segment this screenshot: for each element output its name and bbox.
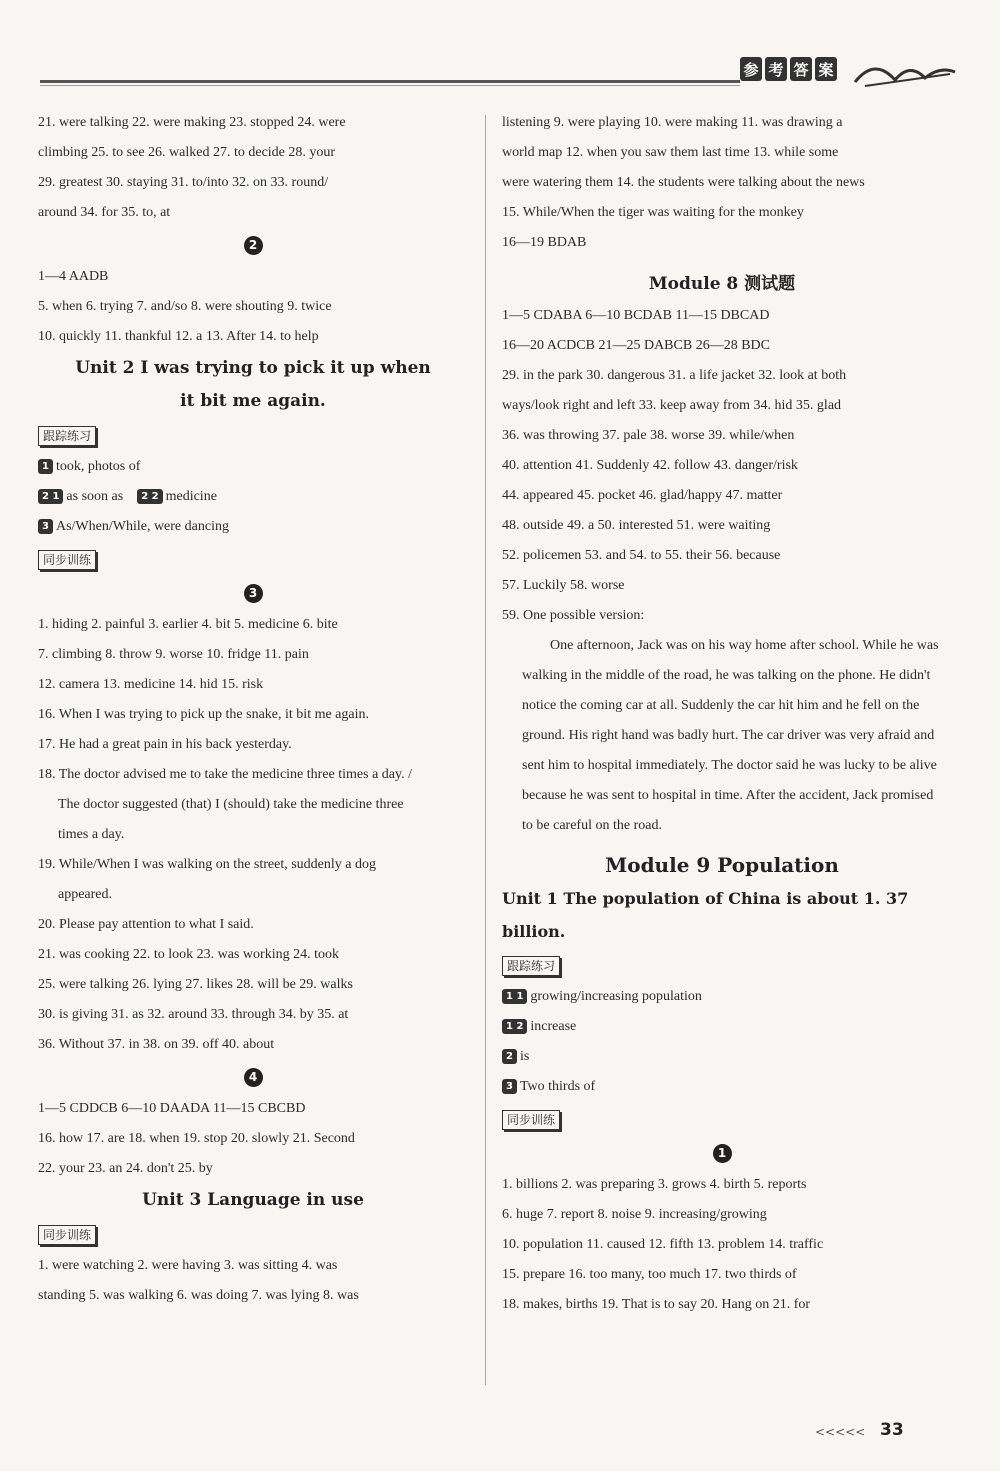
track-item <box>502 1012 942 1042</box>
item-text: is <box>519 1049 530 1064</box>
section-number-circle: 1 <box>713 1144 732 1163</box>
section-heading <box>38 228 468 262</box>
section-number-circle: 3 <box>244 584 263 603</box>
answer-line: 1. billions 2. was preparing 3. grows 4. birth 5. reports <box>502 1177 807 1192</box>
answer-line: times a day. <box>58 827 125 842</box>
item-text: as soon as <box>66 489 124 504</box>
answer-line: 18. The doctor advised me to take the medicine three times a day. / <box>38 767 412 782</box>
unit-title: Unit 3 Language in use <box>142 1190 364 1210</box>
answer-line: 21. were talking 22. were making 23. stopped 24. were <box>38 115 346 130</box>
answer-line: climbing 25. to see 26. walked 27. to decide 28. your <box>38 145 336 160</box>
answer-key-badge <box>740 57 837 81</box>
item-tag: 3 <box>38 519 53 534</box>
item-text: medicine <box>165 489 217 504</box>
answer-line: 44. appeared 45. pocket 46. glad/happy 47. matter <box>502 488 783 503</box>
unit-title: Unit 1 The population of China is about 1. 37 billion. <box>502 889 909 941</box>
section-label-sync: 同步训练 <box>38 550 96 570</box>
answer-line: 29. greatest 30. staying 31. to/into 32. on 33. round/ <box>38 175 329 190</box>
column-divider <box>485 115 486 1385</box>
track-item <box>502 1072 942 1102</box>
answer-line: were watering them 14. the students were talking about the news <box>502 175 865 190</box>
module-title: Module 9 Population <box>605 853 839 877</box>
item-text: increase <box>530 1019 577 1034</box>
answer-line: 16. When I was trying to pick up the snake, it bit me again. <box>38 707 370 722</box>
track-item <box>38 452 468 482</box>
item-tag: 1 1 <box>502 989 527 1004</box>
item-tag: 2 1 <box>38 489 63 504</box>
unit-title-continued: it bit me again. <box>180 391 326 411</box>
track-item <box>38 512 468 542</box>
answer-line: 22. your 23. an 24. don't 25. by <box>38 1161 213 1176</box>
answer-line: 19. While/When I was walking on the street, suddenly a dog <box>38 857 376 872</box>
badge-char: 答 <box>790 57 812 81</box>
track-item <box>38 482 468 512</box>
right-column <box>502 108 942 1320</box>
header-rule <box>40 80 740 83</box>
answer-line: 40. attention 41. Suddenly 42. follow 43. danger/risk <box>502 458 798 473</box>
answer-line: 6. huge 7. report 8. noise 9. increasing/growing <box>502 1207 767 1222</box>
section-number-circle: 2 <box>244 236 263 255</box>
unit-title: Unit 2 I was trying to pick it up when <box>75 358 431 378</box>
answer-line: 48. outside 49. a 50. interested 51. were waiting <box>502 518 771 533</box>
answer-line: 16. how 17. are 18. when 19. stop 20. slowly 21. Second <box>38 1131 355 1146</box>
answer-line: 16—19 BDAB <box>502 235 587 250</box>
track-item <box>502 1042 942 1072</box>
answer-line: appeared. <box>58 887 113 902</box>
answer-line: 59. One possible version: <box>502 608 645 623</box>
answer-line: 18. makes, births 19. That is to say 20. Hang on 21. for <box>502 1297 811 1312</box>
item-tag: 2 2 <box>137 489 162 504</box>
answer-line: 16—20 ACDCB 21—25 DABCB 26—28 BDC <box>502 338 770 353</box>
answer-line: 5. when 6. trying 7. and/so 8. were shouting 9. twice <box>38 299 332 314</box>
module-test-title: Module 8 测试题 <box>648 274 796 294</box>
item-text: took, photos of <box>55 459 141 474</box>
answer-line: 10. quickly 11. thankful 12. a 13. After 14. to help <box>38 329 319 344</box>
item-tag: 2 <box>502 1049 517 1064</box>
answer-line: 1—5 CDDCB 6—10 DAADA 11—15 CBCBD <box>38 1101 306 1116</box>
answer-line: 57. Luckily 58. worse <box>502 578 625 593</box>
item-text: Two thirds of <box>519 1079 596 1094</box>
item-text: As/When/While, were dancing <box>55 519 229 534</box>
item-tag: 1 2 <box>502 1019 527 1034</box>
answer-line: 17. He had a great pain in his back yesterday. <box>38 737 292 752</box>
section-number-circle: 4 <box>244 1068 263 1087</box>
section-heading <box>502 1136 942 1170</box>
answer-line: 15. While/When the tiger was waiting for the monkey <box>502 205 804 220</box>
item-tag: 1 <box>38 459 53 474</box>
page-arrows-icon: <<<<< <box>815 1425 866 1439</box>
section-label-track: 跟踪练习 <box>38 426 96 446</box>
answer-line: listening 9. were playing 10. were making 11. was drawing a <box>502 115 843 130</box>
answer-line: ways/look right and left 33. keep away from 34. hid 35. glad <box>502 398 842 413</box>
section-heading <box>38 576 468 610</box>
answer-line: 1. hiding 2. painful 3. earlier 4. bit 5. medicine 6. bite <box>38 617 338 632</box>
answer-line: 21. was cooking 22. to look 23. was working 24. took <box>38 947 339 962</box>
section-label-sync: 同步训练 <box>502 1110 560 1130</box>
track-item <box>502 982 942 1012</box>
answer-line: world map 12. when you saw them last time 13. while some <box>502 145 839 160</box>
section-label-track: 跟踪练习 <box>502 956 560 976</box>
left-column <box>38 108 468 1311</box>
badge-char: 案 <box>815 57 837 81</box>
header-rule-thin <box>40 85 740 86</box>
section-heading <box>38 1060 468 1094</box>
answer-line: 52. policemen 53. and 54. to 55. their 56. because <box>502 548 781 563</box>
sample-essay: One afternoon, Jack was on his way home after school. While he was walking in the middle of the road, he was talking on the phone. He didn't notice the coming car at all. Suddenly the car hit him and he fell on the ground. His right hand was badly hurt. The car driver was very afraid and sent him to hospital immediately. The doctor said he was lucky to be alive because he was sent to hospital in time. After the accident, Jack promised to be careful on the road. <box>522 638 939 833</box>
answer-line: 7. climbing 8. throw 9. worse 10. fridge 11. pain <box>38 647 309 662</box>
item-tag: 3 <box>502 1079 517 1094</box>
badge-char: 参 <box>740 57 762 81</box>
answer-line: standing 5. was walking 6. was doing 7. was lying 8. was <box>38 1288 359 1303</box>
answer-line: 20. Please pay attention to what I said. <box>38 917 254 932</box>
answer-line: 25. were talking 26. lying 27. likes 28. will be 29. walks <box>38 977 353 992</box>
answer-line: around 34. for 35. to, at <box>38 205 171 220</box>
answer-line: 12. camera 13. medicine 14. hid 15. risk <box>38 677 264 692</box>
answer-line: 10. population 11. caused 12. fifth 13. problem 14. traffic <box>502 1237 824 1252</box>
answer-line: 36. was throwing 37. pale 38. worse 39. while/when <box>502 428 795 443</box>
brand-swoosh-icon <box>850 52 960 92</box>
answer-line: 1. were watching 2. were having 3. was sitting 4. was <box>38 1258 338 1273</box>
section-label-sync: 同步训练 <box>38 1225 96 1245</box>
answer-line: 1—4 AADB <box>38 269 109 284</box>
answer-line: 30. is giving 31. as 32. around 33. through 34. by 35. at <box>38 1007 349 1022</box>
page-number: 33 <box>880 1420 904 1440</box>
answer-line: The doctor suggested (that) I (should) take the medicine three <box>58 797 404 812</box>
badge-char: 考 <box>765 57 787 81</box>
item-text: growing/increasing population <box>530 989 702 1004</box>
answer-line: 15. prepare 16. too many, too much 17. two thirds of <box>502 1267 797 1282</box>
answer-line: 29. in the park 30. dangerous 31. a life jacket 32. look at both <box>502 368 847 383</box>
answer-line: 36. Without 37. in 38. on 39. off 40. about <box>38 1037 275 1052</box>
answer-line: 1—5 CDABA 6—10 BCDAB 11—15 DBCAD <box>502 308 770 323</box>
